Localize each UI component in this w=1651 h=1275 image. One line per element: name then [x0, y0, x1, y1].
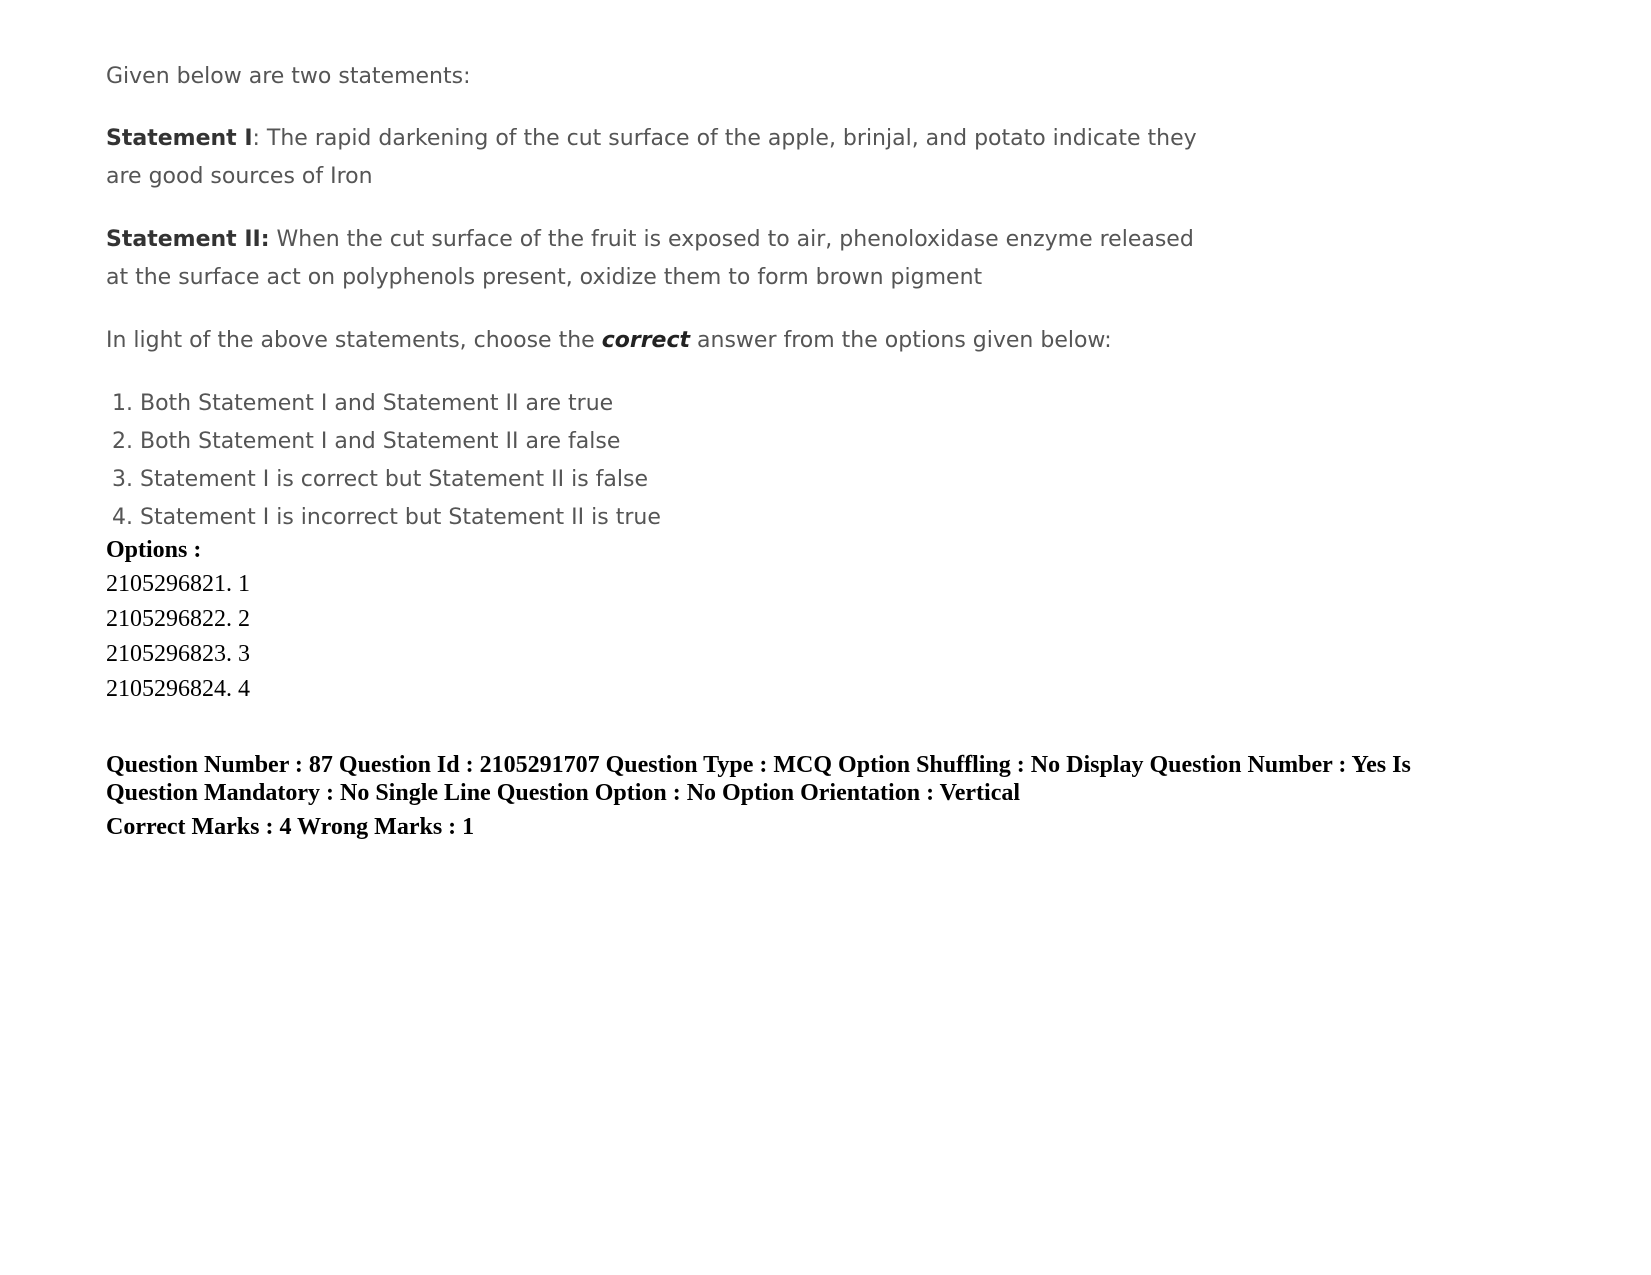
instruction-after: answer from the options given below:	[690, 328, 1112, 353]
option-row: 2105296822. 2	[106, 606, 250, 632]
statement-two	[106, 221, 1206, 297]
option-row: 2105296824. 4	[106, 676, 250, 702]
instruction-emphasis: correct	[601, 328, 691, 353]
answer-choice-list	[106, 385, 1566, 537]
statement-one-label: Statement I	[106, 126, 253, 151]
options-heading: Options :	[106, 537, 202, 563]
answer-choice: 2. Both Statement I and Statement II are false	[112, 429, 621, 454]
question-instruction	[106, 322, 1566, 360]
options-section	[106, 533, 1566, 844]
instruction-before: In light of the above statements, choose the	[106, 328, 602, 353]
document-page	[106, 58, 1566, 844]
answer-choice: 3. Statement I is correct but Statement II is false	[112, 467, 648, 492]
question-intro: Given below are two statements:	[106, 64, 471, 89]
marks-line: Correct Marks : 4 Wrong Marks : 1	[106, 814, 475, 840]
question-metadata: Question Number : 87 Question Id : 2105291707 Question Type : MCQ Option Shuffling : No Display Question Number : Yes Is Question Mandatory : No Single Line Question Option : No Option Orientation : Vertical	[106, 752, 1411, 806]
statement-one-text: : The rapid darkening of the cut surface of the apple, brinjal, and potato indicate they are good sources of Iron	[106, 126, 1197, 189]
answer-choice: 4. Statement I is incorrect but Statement II is true	[112, 505, 661, 530]
option-row: 2105296821. 1	[106, 571, 250, 597]
answer-choice: 1. Both Statement I and Statement II are true	[112, 391, 614, 416]
statement-two-text: When the cut surface of the fruit is exposed to air, phenoloxidase enzyme released at the surface act on polyphenols present, oxidize them to form brown pigment	[106, 227, 1194, 290]
option-row: 2105296823. 3	[106, 641, 250, 667]
statement-two-label: Statement II:	[106, 227, 270, 252]
statement-one	[106, 120, 1206, 196]
question-content	[106, 58, 1566, 537]
